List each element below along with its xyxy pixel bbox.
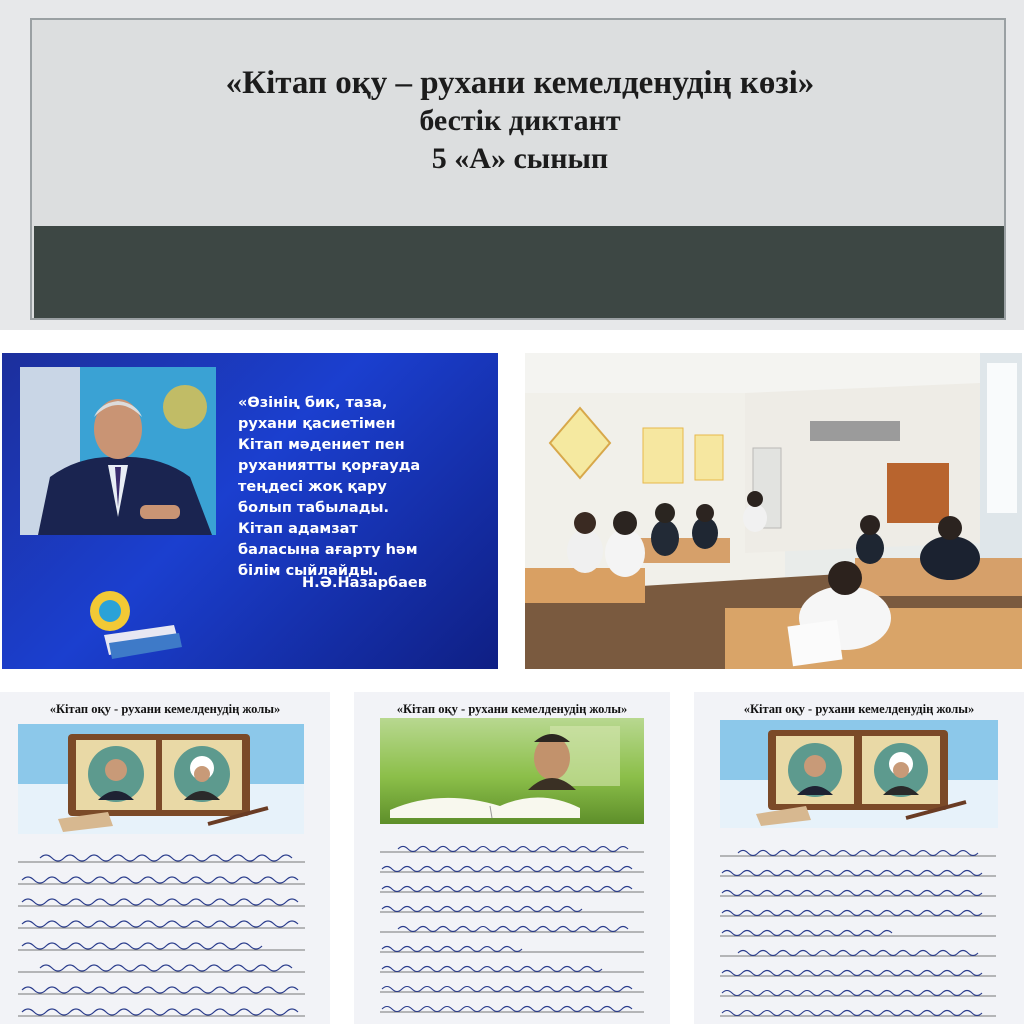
handwritten-text: [354, 838, 670, 1024]
book-banner-image: [18, 724, 304, 834]
quote-line: теңдесі жоқ қару: [238, 479, 387, 495]
books-emblem-icon: [84, 585, 184, 669]
quote-line: баласына ағарту һәм: [238, 542, 418, 558]
portrait-photo: [20, 367, 216, 535]
worksheet-title: «Кітап оқу - рухани кемелденудің жолы»: [396, 702, 628, 716]
quote-line: болып табылады.: [238, 500, 390, 516]
handwritten-text: [694, 842, 1024, 1024]
slide-subtitle-dictation: бестік диктант: [419, 104, 621, 137]
title-slide: [30, 18, 1006, 320]
quote-line: рухани қасиетімен: [238, 416, 396, 432]
book-banner-image: [720, 720, 998, 828]
slide-title: «Кітап оқу – рухани кемелденудің көзі»: [225, 65, 815, 101]
quote-slide: [2, 353, 498, 669]
worksheet-photo-1: [0, 692, 330, 1024]
quote-text: [238, 393, 488, 582]
quote-line: білім сыйлайды.: [238, 563, 379, 579]
worksheet-title: «Кітап оқу - рухани кемелденудің жолы»: [49, 702, 281, 716]
handwritten-text: [0, 842, 330, 1024]
quote-line: Кітап адамзат: [238, 521, 358, 537]
meadow-book-banner-image: [380, 718, 644, 824]
worksheet-photo-2: [354, 692, 670, 1024]
worksheet-photo-3: [694, 692, 1024, 1024]
quote-line: Кітап мәдениет пен: [238, 437, 405, 453]
worksheet-title: «Кітап оқу - рухани кемелденудің жолы»: [743, 702, 975, 716]
slide-dark-band: [34, 226, 1004, 318]
slide-subtitle-class: 5 «А» сынып: [431, 142, 609, 175]
title-slide-text: [32, 64, 1008, 178]
quote-author: Н.Ә.Назарбаев: [302, 575, 427, 591]
title-slide-photo: [0, 0, 1024, 330]
classroom-photo: [525, 353, 1022, 669]
quote-line: «Өзінің бик, таза,: [238, 395, 388, 411]
quote-line: руханиятты қорғауда: [238, 458, 421, 474]
